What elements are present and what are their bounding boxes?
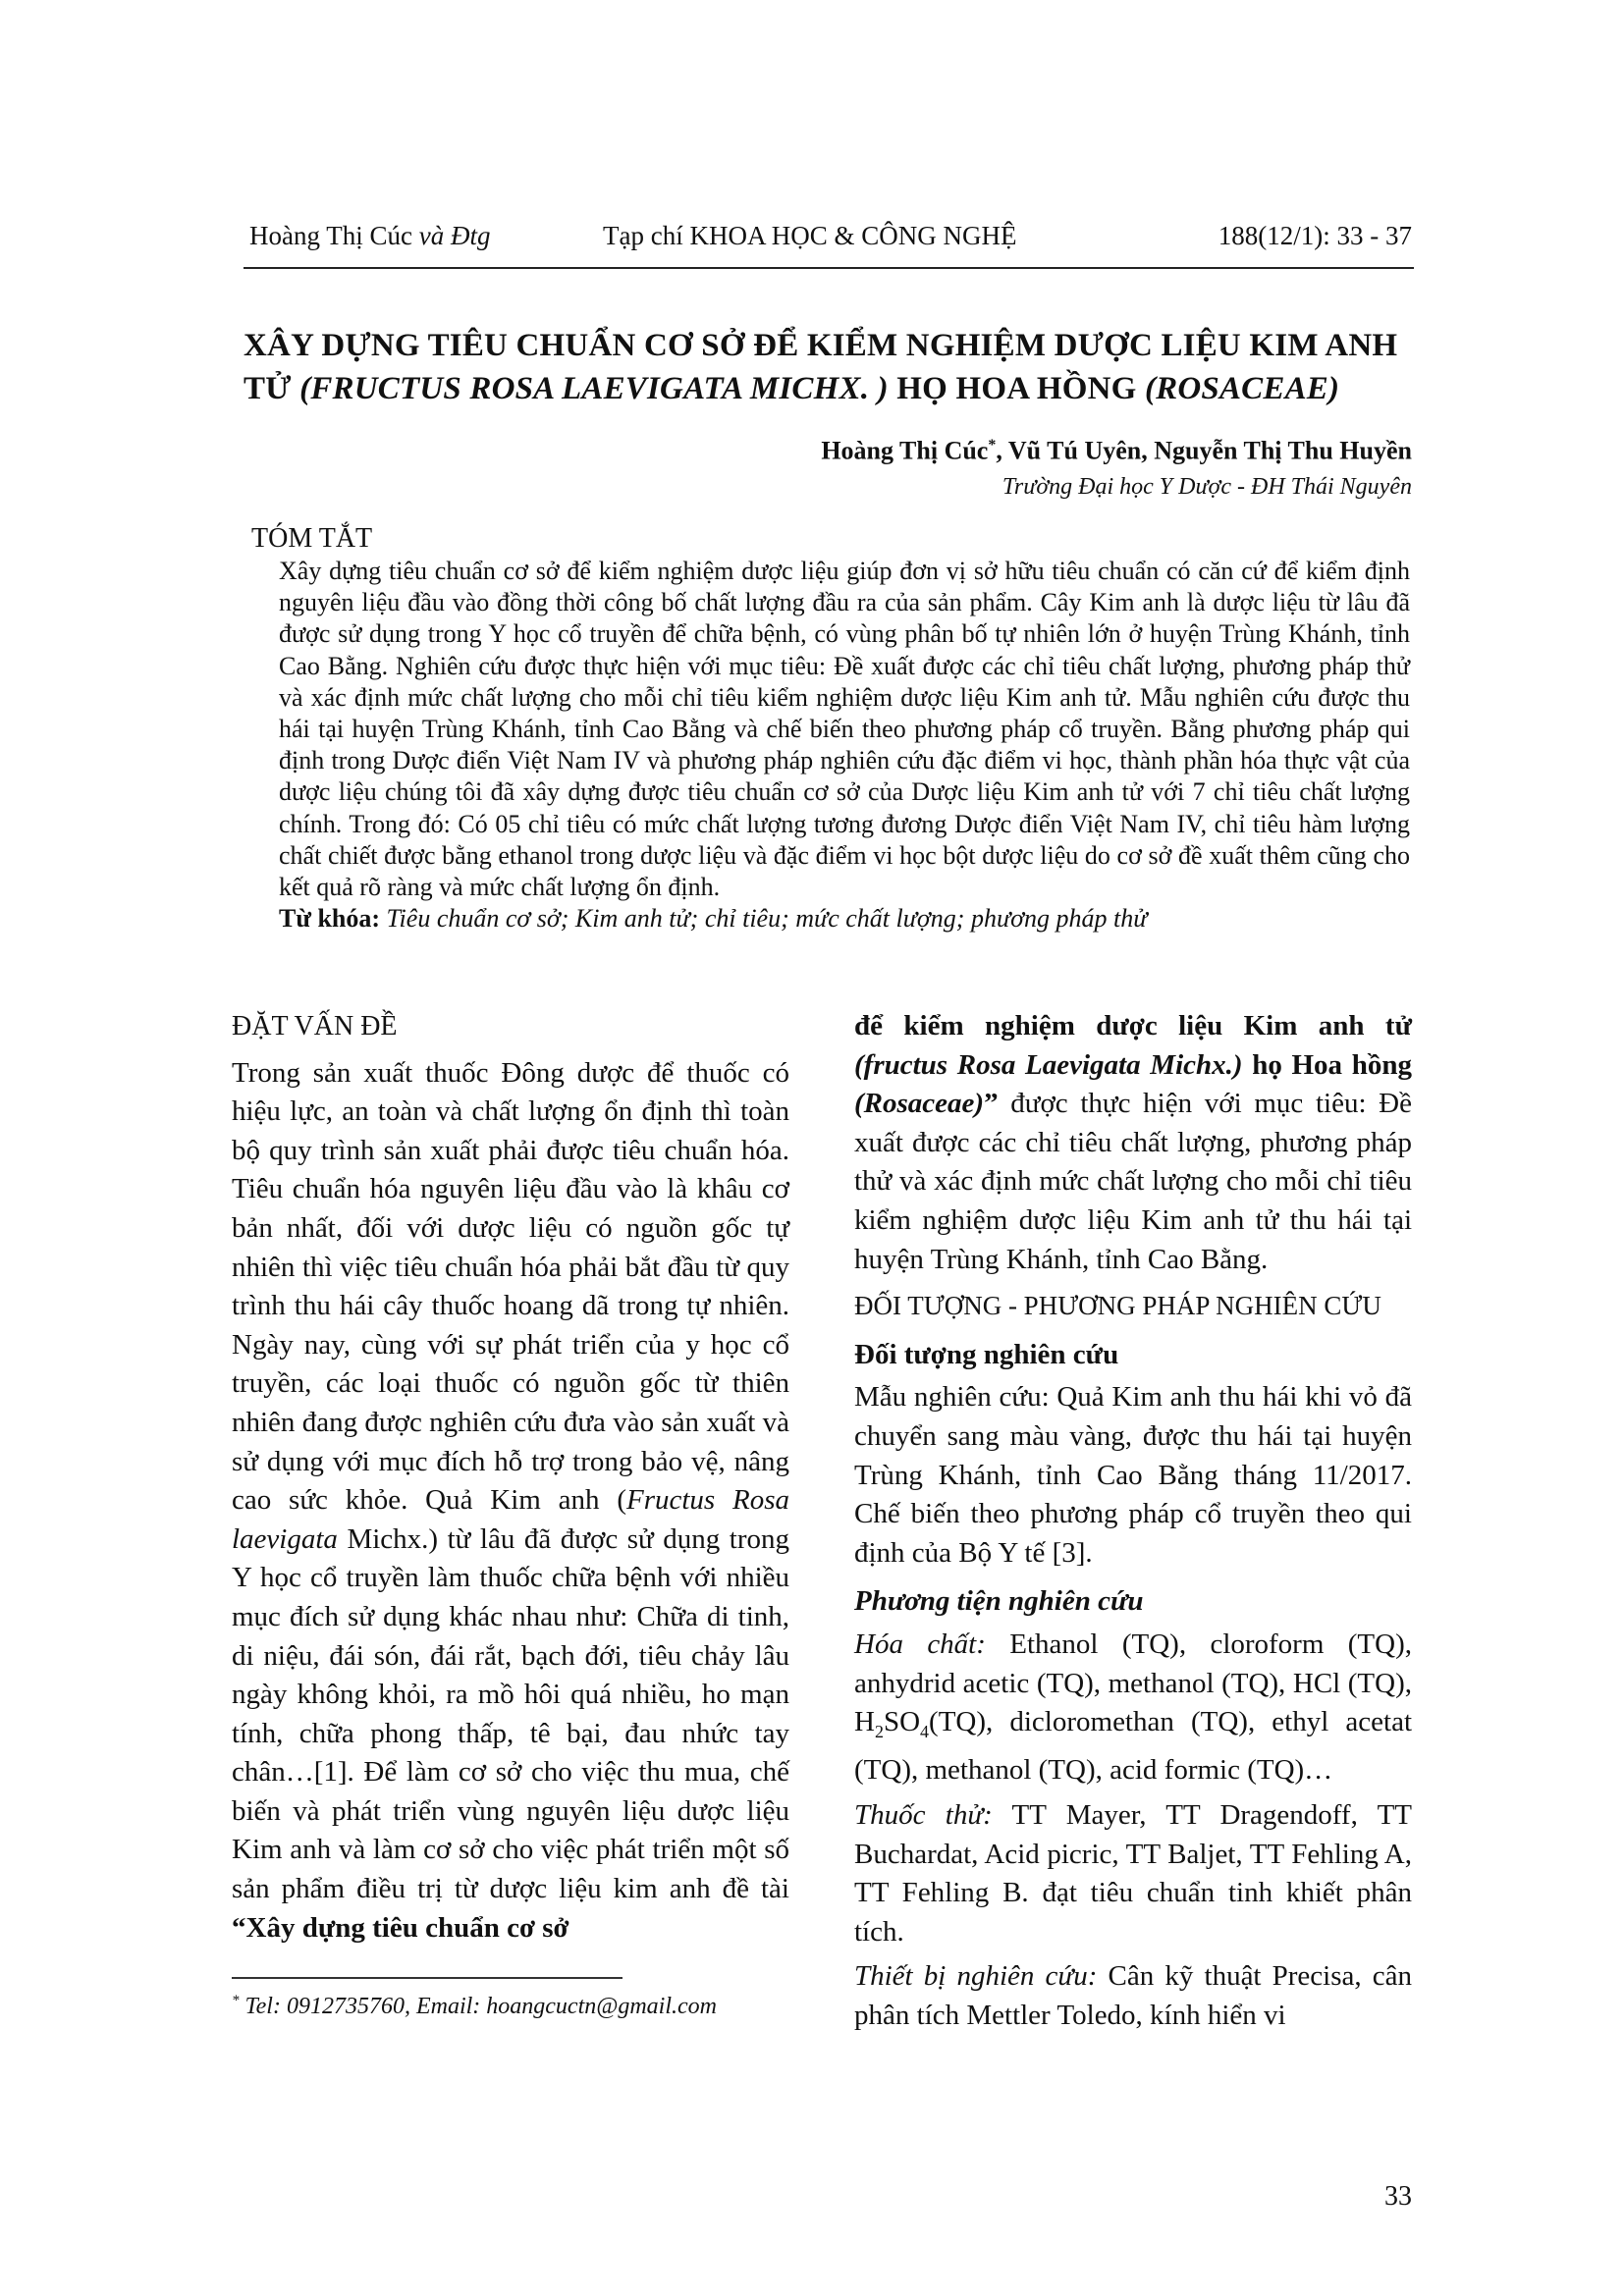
reagents-paragraph: Thuốc thử: TT Mayer, TT Dragendoff, TT Buchardat, Acid picric, TT Baljet, TT Fehling A, TT Fehling B. đạt tiêu chuẩn tinh khiết phân tích.	[854, 1799, 1413, 1948]
subheading-subject: Đối tượng nghiên cứu	[854, 1338, 1119, 1370]
equipment-paragraph: Thiết bị nghiên cứu: Cân kỹ thuật Precisa, cân phân tích Mettler Toledo, kính hiển vi	[854, 1960, 1413, 2032]
affiliation: Trường Đại học Y Dược - ĐH Thái Nguyên	[1001, 473, 1412, 500]
keywords: Từ khóa: Tiêu chuẩn cơ sở; Kim anh tử; chỉ tiêu; mức chất lượng; phương pháp thử	[279, 904, 1148, 934]
footnote-divider	[232, 1977, 623, 1979]
section-heading-introduction: ĐẶT VẤN ĐỀ	[232, 1011, 398, 1041]
page-number: 33	[1384, 2181, 1412, 2212]
introduction-continuation: để kiểm nghiệm dược liệu Kim anh tử (fructus Rosa Laevigata Michx.) họ Hoa hồng (Rosaceae)” được thực hiện với mục tiêu: Đề xuất được các chỉ tiêu chất lượng, phương pháp thử và xác định mức chất lượng cho mỗi chỉ tiêu kiểm nghiệm dược liệu Kim anh tử thu hái tại huyện Trùng Khánh, tỉnh Cao Bằng.	[854, 1010, 1412, 1275]
header-divider	[244, 267, 1414, 269]
header-journal: Tạp chí KHOA HỌC & CÔNG NGHỆ	[603, 221, 1017, 250]
right-column	[854, 1007, 1412, 2036]
chemicals-paragraph: Hóa chất: Ethanol (TQ), cloroform (TQ), anhydrid acetic (TQ), methanol (TQ), HCl (TQ), $H_2SO_4(TQ)$, dicloromethan (TQ), ethyl acetat (TQ), methanol (TQ), acid formic (TQ)…	[854, 1628, 1412, 1787]
header-authors: Hoàng Thị Cúc và Đtg	[249, 221, 491, 250]
abstract	[279, 556, 1410, 934]
abstract-text: Xây dựng tiêu chuẩn cơ sở để kiểm nghiệm dược liệu giúp đơn vị sở hữu tiêu chuẩn có căn cứ để kiểm định nguyên liệu đầu vào đồng thời công bố chất lượng đầu ra của sản phẩm. Cây Kim anh là dược liệu từ lâu đã được sử dụng trong Y học cổ truyền để chữa bệnh, có vùng phân bố tự nhiên lớn ở huyện Trùng Khánh, tỉnh Cao Bằng. Nghiên cứu được thực hiện với mục tiêu: Đề xuất được các chỉ tiêu chất lượng, phương pháp thử và xác định mức chất lượng cho mỗi chỉ tiêu kiểm nghiệm dược liệu Kim anh tử. Mẫu nghiên cứu được thu hái tại huyện Trùng Khánh, tỉnh Cao Bằng và chế biến theo phương pháp cổ truyền. Bằng phương pháp qui định trong Dược điển Việt Nam IV và phương pháp nghiên cứu đặc điểm vi học, thành phần hóa thực vật của dược liệu chúng tôi đã xây dựng được tiêu chuẩn cơ sở của Dược liệu Kim anh tử với 7 chỉ tiêu chất lượng chính. Trong đó: Có 05 chỉ tiêu có mức chất lượng tương đương Dược điển Việt Nam IV, chỉ tiêu hàm lượng chất chiết được bằng ethanol trong dược liệu và đặc điểm vi học bột dược liệu do cơ sở đề xuất thêm cũng cho kết quả rõ ràng và mức chất lượng ổn định.	[279, 557, 1410, 902]
left-column	[232, 1007, 789, 1948]
subject-paragraph: Mẫu nghiên cứu: Quả Kim anh thu hái khi vỏ đã chuyển sang màu vàng, được thu hái tại huyện Trùng Khánh, tỉnh Cao Bằng tháng 11/2017. Chế biến theo phương pháp cổ truyền theo qui định của Bộ Y tế [3].	[854, 1381, 1412, 1569]
introduction-paragraph: Trong sản xuất thuốc Đông dược để thuốc có hiệu lực, an toàn và chất lượng ổn định thì toàn bộ quy trình sản xuất phải được tiêu chuẩn hóa. Tiêu chuẩn hóa nguyên liệu đầu vào là khâu cơ bản nhất, đối với dược liệu có nguồn gốc tự nhiên thì việc tiêu chuẩn hóa phải bắt đầu từ quy trình thu hái cây thuốc hoang dã trong tự nhiên. Ngày nay, cùng với sự phát triển của y học cổ truyền, các loại thuốc có nguồn gốc từ thiên nhiên đang được nghiên cứu đưa vào sản xuất và sử dụng với mục đích hỗ trợ trong bảo vệ, nâng cao sức khỏe. Quả Kim anh (Fructus Rosa laevigata Michx.) từ lâu đã được sử dụng trong Y học cổ truyền làm thuốc chữa bệnh với nhiều mục đích sử dụng khác nhau như: Chữa di tinh, di niệu, đái són, đái rắt, bạch đới, tiêu chảy lâu ngày không khỏi, ra mồ hôi quá nhiều, ho mạn tính, chữa phong thấp, tê bại, đau nhức tay chân…[1]. Để làm cơ sở cho việc thu mua, chế biến và phát triển vùng nguyên liệu dược liệu Kim anh và làm cơ sở cho việc phát triển một số sản phẩm điều trị từ dược liệu kim anh đề tài “Xây dựng tiêu chuẩn cơ sở	[232, 1056, 790, 1944]
section-heading-methods: ĐỐI TƯỢNG - PHƯƠNG PHÁP NGHIÊN CỨU	[854, 1291, 1381, 1321]
paper-title: XÂY DỰNG TIÊU CHUẨN CƠ SỞ ĐỂ KIỂM NGHIỆM DƯỢC LIỆU KIM ANH TỬ (FRUCTUS ROSA LAEVIGATA MICHX. ) HỌ HOA HỒNG (ROSACEAE)	[244, 328, 1398, 406]
header-issue: 188(12/1): 33 - 37	[1218, 221, 1412, 250]
subheading-means: Phương tiện nghiên cứu	[854, 1585, 1144, 1618]
author-names: Hoàng Thị Cúc*, Vũ Tú Uyên, Nguyễn Thị Thu Huyền	[821, 436, 1412, 465]
abstract-heading: TÓM TẮT	[251, 523, 373, 554]
footnote: * Tel: 0912735760, Email: hoangcuctn@gmail.com	[232, 1993, 717, 2019]
author-block	[821, 428, 1412, 505]
running-header	[244, 218, 1412, 261]
